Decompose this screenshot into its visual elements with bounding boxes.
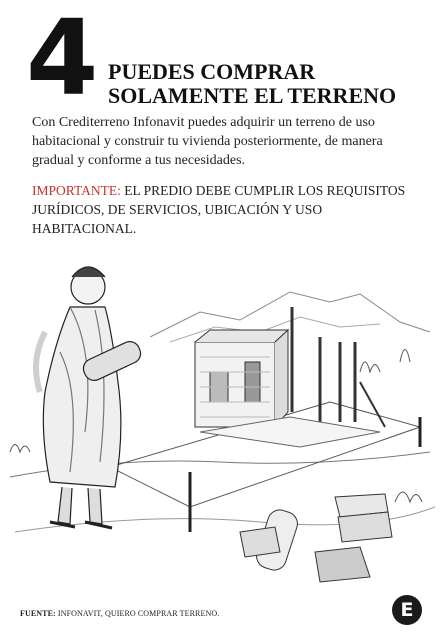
mountains <box>150 292 430 337</box>
source-text: INFONAVIT, QUIERO COMPRAR TERRENO. <box>55 609 220 618</box>
unfinished-house <box>195 307 385 427</box>
important-text: EL PREDIO DEBE CUMPLIR LOS REQUISITOS JURÍDICOS, DE SERVICIOS, UBICACIÓN Y USO HABITACIONAL. <box>32 183 406 236</box>
title-line-2: SOLAMENTE EL TERRENO <box>108 83 397 108</box>
logo-letter: E <box>400 599 414 621</box>
source-footer <box>20 609 219 618</box>
man-figure <box>36 267 144 528</box>
source-label: FUENTE: <box>20 609 56 618</box>
page-title <box>108 60 428 108</box>
section-number: 4 <box>26 0 95 119</box>
important-note <box>32 181 422 238</box>
column-ruins <box>240 494 392 582</box>
illustration-man-with-land-plot <box>0 232 440 597</box>
brand-logo <box>392 595 422 625</box>
body-paragraph: Con Crediterreno Infonavit puedes adquirir un terreno de uso habitacional y construir tu vivienda posteriormente, de manera gradual y conforme a tus necesidades. <box>32 115 383 168</box>
important-label: IMPORTANTE: <box>32 183 121 198</box>
title-line-1: PUEDES COMPRAR <box>108 59 316 84</box>
